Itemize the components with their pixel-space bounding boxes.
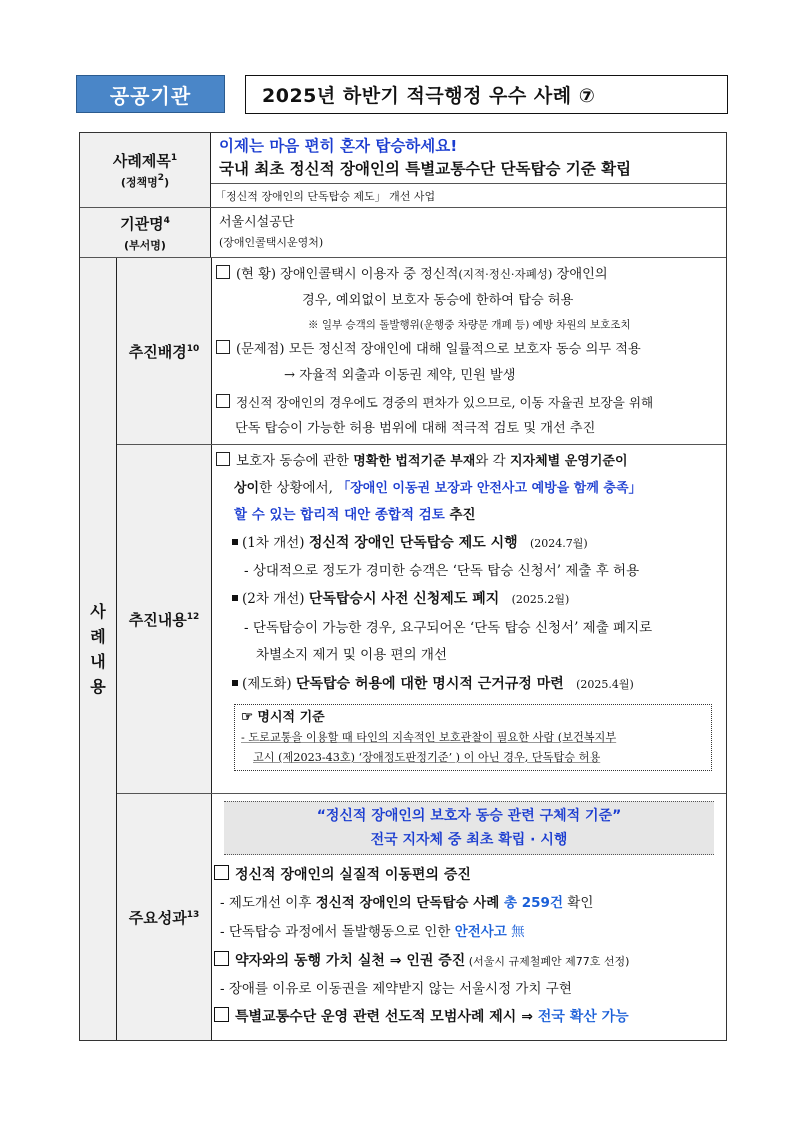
checkbox-icon (214, 865, 229, 880)
none-mark: 無 (506, 924, 525, 940)
current-prefix: (현 황) (236, 267, 276, 282)
criteria-text: - 도로교통을 이용할 때 타인의 지속적인 보호관찰이 필요한 사람 (보건복지부 (241, 731, 617, 744)
step-prefix: (2차 개선) (242, 591, 305, 607)
step-date: (2024.7월) (529, 537, 588, 550)
result-3 (214, 1003, 724, 1032)
step-date: (2025.4월) (576, 678, 634, 691)
label-agency (80, 208, 211, 257)
side-char: 용 (90, 677, 106, 696)
policy-name-label: (정책명 (120, 176, 158, 189)
checkbox-icon (216, 265, 230, 279)
result-1-detail-2 (214, 918, 724, 947)
pointing-hand-icon: ☞ (241, 709, 254, 725)
intro-bold: 상이 (234, 481, 260, 496)
current-note: ※ 일부 승객의 돌발행위(운행중 차량문 개폐 등) 예방 차원의 보호조치 (308, 319, 631, 331)
side-label-case-content (80, 258, 117, 1040)
intro-text: 한 상황에서, (259, 480, 338, 496)
step-3 (216, 669, 722, 700)
step-1-detail: - 상대적으로 정도가 경미한 승객은 ‘단독 탑승 신청서’ 제출 후 허용 (244, 563, 640, 579)
paren-close: ) (164, 176, 170, 189)
label-results (117, 794, 212, 1040)
department-name: (장애인콜택시운영처) (219, 236, 324, 249)
problem-prefix: (문제점) (236, 342, 285, 357)
step-title: 단독탑승시 사전 신청제도 폐지 (308, 591, 500, 607)
review-text-cont: 단독 탑승이 가능한 허용 범위에 대해 적극적 검토 및 개선 추진 (235, 421, 596, 436)
policy-name: 「정신적 장애인의 단독탑승 제도」 개선 사업 (215, 190, 436, 203)
intro-highlight: 「장애인 이동권 보장과 안전사고 예방을 함께 충족」 (337, 481, 642, 496)
current-status-cont: 경우, 예외없이 보호자 동승에 한하여 탑승 허용 (302, 293, 574, 308)
intro-bold: 지자체별 운영기준이 (509, 454, 628, 469)
problem-statement (216, 336, 722, 363)
current-text-end: 장애인의 (556, 267, 608, 282)
step-1 (216, 529, 722, 558)
footnote-marker: 13 (186, 909, 200, 920)
intro-text: 보호자 동승에 관한 (236, 453, 354, 469)
side-char: 내 (90, 652, 106, 671)
criteria-text-cont: 고시 (제2023-43호) ‘장애정도판정기준’ ) 이 아닌 경우, 단독탑승 허용 (253, 751, 601, 764)
actions-intro-cont2 (216, 502, 722, 529)
safety-accident: 안전사고 (454, 924, 507, 940)
actions-label: 추진내용 (128, 610, 187, 629)
checkbox-icon (214, 951, 229, 966)
results-label: 주요성과 (128, 908, 187, 927)
checkbox-icon (216, 394, 230, 408)
step-title: 단독탑승 허용에 대한 명시적 근거규정 마련 (295, 676, 564, 692)
footnote-marker: 10 (186, 343, 200, 354)
result-note: (서울시 규제철폐안 제77호 선정) (465, 955, 630, 968)
result-title: 약자와의 동행 가치 실천 ⇒ 인권 증진 (235, 953, 466, 969)
banner-line: “정신적 장애인의 보호자 동승 관련 구체적 기준” (316, 808, 622, 824)
detail-text: 확인 (563, 895, 594, 911)
detail-text: - 단독탑승 과정에서 돌발행동으로 인한 (220, 924, 455, 940)
current-status (216, 261, 722, 288)
checkbox-icon (216, 340, 230, 354)
step-date: (2025.2월) (511, 593, 570, 606)
intro-highlight: 할 수 있는 합리적 대안 종합적 검토 (234, 507, 445, 523)
row-agency (80, 208, 726, 258)
result-title: 특별교통수단 운영 관련 선도적 모범사례 제시 ⇒ (235, 1009, 538, 1025)
case-table (79, 132, 727, 1041)
row-actions (117, 445, 726, 794)
result-1 (214, 861, 724, 889)
banner-line: 전국 지자체 중 최초 확립 · 시행 (370, 832, 568, 848)
current-text: 장애인콜택시 이용자 중 정신적 (280, 267, 459, 282)
detail-bold: 정신적 장애인의 단독탑승 사례 (315, 895, 500, 911)
step-prefix: (1차 개선) (242, 535, 305, 551)
agency-label: 기관명 (120, 214, 164, 233)
row-case-title (80, 133, 726, 208)
actions-intro-cont (216, 475, 722, 502)
label-background (117, 258, 212, 444)
bullet-square-icon (232, 680, 238, 686)
intro-bold: 명확한 법적기준 부재 (353, 454, 476, 469)
checkbox-icon (216, 452, 230, 466)
results-banner (224, 801, 714, 855)
footnote-marker: 2 (157, 173, 165, 183)
background-label: 추진배경 (128, 342, 187, 361)
result-highlight: 전국 확산 가능 (537, 1009, 629, 1025)
footnote-marker: 4 (163, 215, 170, 226)
result-title: 정신적 장애인의 실질적 이동편의 증진 (235, 867, 471, 883)
side-char: 사 (90, 602, 106, 621)
case-content-block (80, 258, 726, 1040)
problem-result: → 자율적 외출과 이동권 제약, 민원 발생 (284, 368, 516, 383)
document-title: 2025년 하반기 적극행정 우수 사례 ⑦ (245, 75, 728, 114)
label-actions (117, 445, 212, 793)
step-2-detail: - 단독탑승이 가능한 경우, 요구되어온 ‘단독 탑승 신청서’ 제출 폐지로 (244, 620, 653, 636)
footnote-marker: 1 (170, 153, 178, 163)
review-text: 정신적 장애인의 경우에도 경중의 편차가 있으므로, 이동 자율권 보장을 위해 (236, 395, 654, 410)
detail-text: - 제도개선 이후 (220, 895, 316, 911)
step-2 (216, 584, 722, 615)
case-count: 총 259건 (499, 895, 563, 911)
step-2-detail-cont: 차별소지 제거 및 이용 편의 개선 (256, 647, 447, 663)
bullet-square-icon (232, 539, 238, 545)
row-results (117, 794, 726, 1040)
side-char: 례 (90, 627, 106, 646)
intro-text: 와 각 (475, 453, 510, 469)
review-statement (216, 389, 722, 416)
case-subheadline: 국내 최초 정신적 장애인의 특별교통수단 단독탑승 기준 확립 (219, 160, 632, 178)
label-case-title (80, 133, 211, 207)
row-background (117, 258, 726, 445)
result-2-detail: - 장애를 이유로 이동권을 제약받지 않는 서울시정 가치 구현 (220, 981, 572, 997)
department-label: (부서명) (124, 238, 166, 252)
result-2 (214, 947, 724, 976)
checkbox-icon (214, 1007, 229, 1022)
problem-text: 모든 정신적 장애인에 대해 일률적으로 보호자 동승 의무 적용 (288, 342, 641, 357)
step-prefix: (제도화) (242, 676, 292, 692)
current-text-small: (지적·정신·자폐성) (458, 267, 553, 281)
result-1-detail-1 (214, 889, 724, 918)
criteria-title: 명시적 기준 (257, 710, 325, 725)
category-badge: 공공기관 (76, 75, 225, 113)
agency-name: 서울시설공단 (219, 215, 295, 230)
case-headline: 이제는 마음 편히 혼자 탑승하세요! (219, 137, 458, 155)
bullet-square-icon (232, 595, 238, 601)
footnote-marker: 12 (186, 611, 200, 622)
case-title-label: 사례제목 (112, 152, 171, 170)
criteria-box (234, 704, 712, 771)
intro-text: 추진 (444, 507, 476, 523)
step-title: 정신적 장애인 단독탑승 제도 시행 (308, 535, 518, 551)
actions-intro (216, 448, 722, 475)
